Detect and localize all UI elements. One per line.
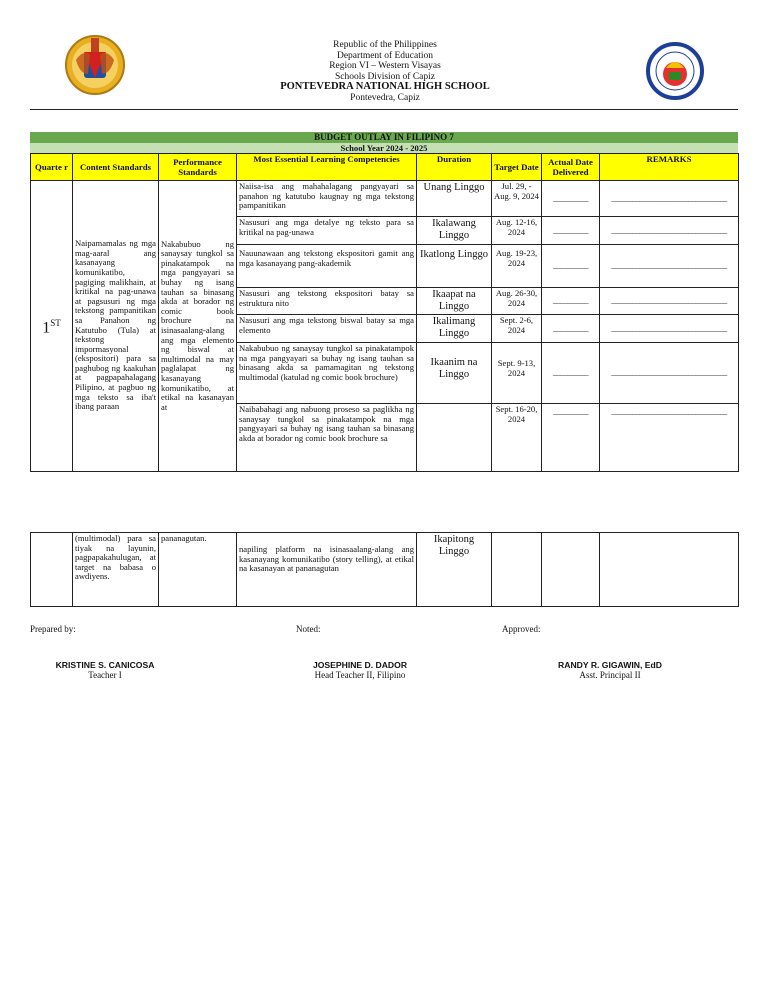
quarter-suffix: ST — [50, 318, 61, 329]
duration-6: Ikaanim na Linggo — [417, 343, 492, 404]
noted-name: JOSEPHINE D. DADOR — [312, 660, 408, 670]
remarks-5: _________________________________ — [600, 315, 739, 343]
melc-3: Nauunawaan ang tekstong ekspositori gamit ang mga kasanayang pang-akademik — [237, 245, 417, 288]
melc-7: Naibabahagi ang nabuong proseso sa paglikha ng sanaysay tungkol sa pinakatampok na mga pangyayari sa buhay ng isang tauhan sa binasang akda at borador ng comic book brochure sa — [237, 404, 417, 472]
actual-6: __________ — [542, 343, 600, 404]
quarter-cell — [31, 181, 73, 472]
actual-1: __________ — [542, 181, 600, 217]
cont-quarter-cell — [31, 533, 73, 607]
prepared-signatory — [40, 660, 170, 680]
budget-title: BUDGET OUTLAY IN FILIPINO 7 — [30, 132, 738, 143]
duration-2: Ikalawang Linggo — [417, 217, 492, 245]
col-duration: Duration — [417, 154, 492, 181]
melc-6: Nakabubuo ng sanaysay tungkol sa pinakatampok na mga pangyayari sa buhay ng isang tauhan sa binasang akda sa pamamagitan ng tekstong multimodal (katulad ng comic book brochure) — [237, 343, 417, 404]
approved-title: Asst. Principal II — [579, 670, 641, 680]
approved-name: RANDY R. GIGAWIN, EdD — [558, 660, 662, 670]
col-target-date: Target Date — [492, 154, 542, 181]
cont-performance-standard: pananagutan. — [159, 533, 237, 607]
remarks-3: _________________________________ — [600, 245, 739, 288]
header-line-3: Region VI – Western Visayas — [329, 61, 441, 72]
quarter-number: 1 — [42, 319, 51, 337]
col-performance-standards: Performance Standards — [159, 154, 237, 181]
prepared-label: Prepared by: — [30, 624, 76, 634]
header-line-1: Republic of the Philippines — [333, 40, 437, 50]
melc-5: Nasusuri ang mga tekstong biswal batay sa mga elemento — [237, 315, 417, 343]
duration-3: Ikatlong Linggo — [417, 245, 492, 288]
remarks-1: _________________________________ — [600, 181, 739, 217]
school-name: PONTEVEDRA NATIONAL HIGH SCHOOL — [280, 81, 490, 93]
cont-target — [492, 533, 542, 607]
target-2: Aug. 12-16, 2024 — [492, 217, 542, 245]
target-1: Jul. 29, - Aug. 9, 2024 — [492, 181, 542, 217]
col-quarter: Quarte r — [31, 154, 73, 181]
cont-content-standard: (multimodal) para sa tiyak na layunin, pagpapakahulugan, at target na babasa o awdiyens. — [73, 533, 159, 607]
remarks-2: _________________________________ — [600, 217, 739, 245]
deped-seal-logo — [62, 30, 128, 96]
duration-7 — [417, 404, 492, 472]
melc-2: Nasusuri ang mga detalye ng teksto para sa kritikal na pag-unawa — [237, 217, 417, 245]
duration-4: Ikaapat na Linggo — [417, 288, 492, 315]
header-line-4: Schools Division of Capiz — [334, 71, 435, 82]
cont-remarks — [600, 533, 739, 607]
performance-standard-cell: Nakabubuo ng sanaysay tungkol sa pinakatampok na mga pangyayari sa buhay ng isang tauhan sa binasang akda at borador ng comic book brochure na isinasaalang-alang ang mga elemento ng biswal at multimodal na may paglalapat ng kasanayang komunikatibo, at etikal na kasanayan at — [159, 181, 237, 472]
target-3: Aug. 19-23, 2024 — [492, 245, 542, 288]
actual-3: __________ — [542, 245, 600, 288]
melc-4: Nasusuri ang tekstong ekspositori batay sa estruktura nito — [237, 288, 417, 315]
school-seal-logo — [646, 42, 704, 100]
remarks-6: _________________________________ — [600, 343, 739, 404]
melc-1: Naiisa-isa ang mahahalagang pangyayari sa panahon ng katutubo kaugnay ng mga tekstong pampanitikan — [237, 181, 417, 217]
target-4: Aug. 26-30, 2024 — [492, 288, 542, 315]
school-year: School Year 2024 - 2025 — [30, 143, 738, 153]
actual-4: __________ — [542, 288, 600, 315]
header-line-2: Department of Education — [336, 50, 434, 61]
header-rule — [30, 109, 738, 110]
col-actual-date: Actual Date Delivered — [542, 154, 600, 181]
cont-actual — [542, 533, 600, 607]
target-6: Sept. 9-13, 2024 — [492, 343, 542, 404]
duration-1: Unang Linggo — [417, 181, 492, 217]
duration-5: Ikalimang Linggo — [417, 315, 492, 343]
noted-signatory — [290, 660, 430, 680]
col-content-standards: Content Standards — [73, 154, 159, 181]
cont-melc: napiling platform na isinasaalang-alang ang kasanayang komunikatibo (story telling), at etikal na kasanayan at pananagutan — [237, 533, 417, 607]
actual-2: __________ — [542, 217, 600, 245]
school-town: Pontevedra, Capiz — [350, 92, 420, 103]
target-5: Sept. 2-6, 2024 — [492, 315, 542, 343]
letterhead — [230, 40, 540, 104]
noted-label: Noted: — [296, 624, 321, 634]
remarks-7: _________________________________ — [600, 404, 739, 472]
prepared-title: Teacher I — [88, 670, 122, 680]
continuation-table — [30, 532, 739, 607]
col-melc: Most Essential Learning Competencies — [237, 154, 417, 181]
actual-7: __________ — [542, 404, 600, 472]
approved-label: Approved: — [502, 624, 541, 634]
approved-signatory — [545, 660, 675, 680]
budget-table — [30, 153, 739, 472]
noted-title: Head Teacher II, Filipino — [314, 670, 406, 680]
target-7: Sept. 16-20, 2024 — [492, 404, 542, 472]
prepared-name: KRISTINE S. CANICOSA — [55, 660, 155, 670]
cont-duration: Ikapitong Linggo — [417, 533, 492, 607]
actual-5: __________ — [542, 315, 600, 343]
content-standard-cell: Naipamamalas ng mga mag-aaral ang kasanayang komunikatibo, pagiging malikhain, at kritikal na pag-unawa at pagsusuri ng mga tekstong pampanitikan sa Panahon ng Katutubo (Tula) at tekstong impormasyonal (ekspositori) para sa paghubog ng kaakuhan at pagpapahalagang Pilipino, at pagbuo ng mga teksto sa iba't ibang paraan — [73, 181, 159, 472]
remarks-4: _________________________________ — [600, 288, 739, 315]
col-remarks: REMARKS — [600, 154, 739, 181]
